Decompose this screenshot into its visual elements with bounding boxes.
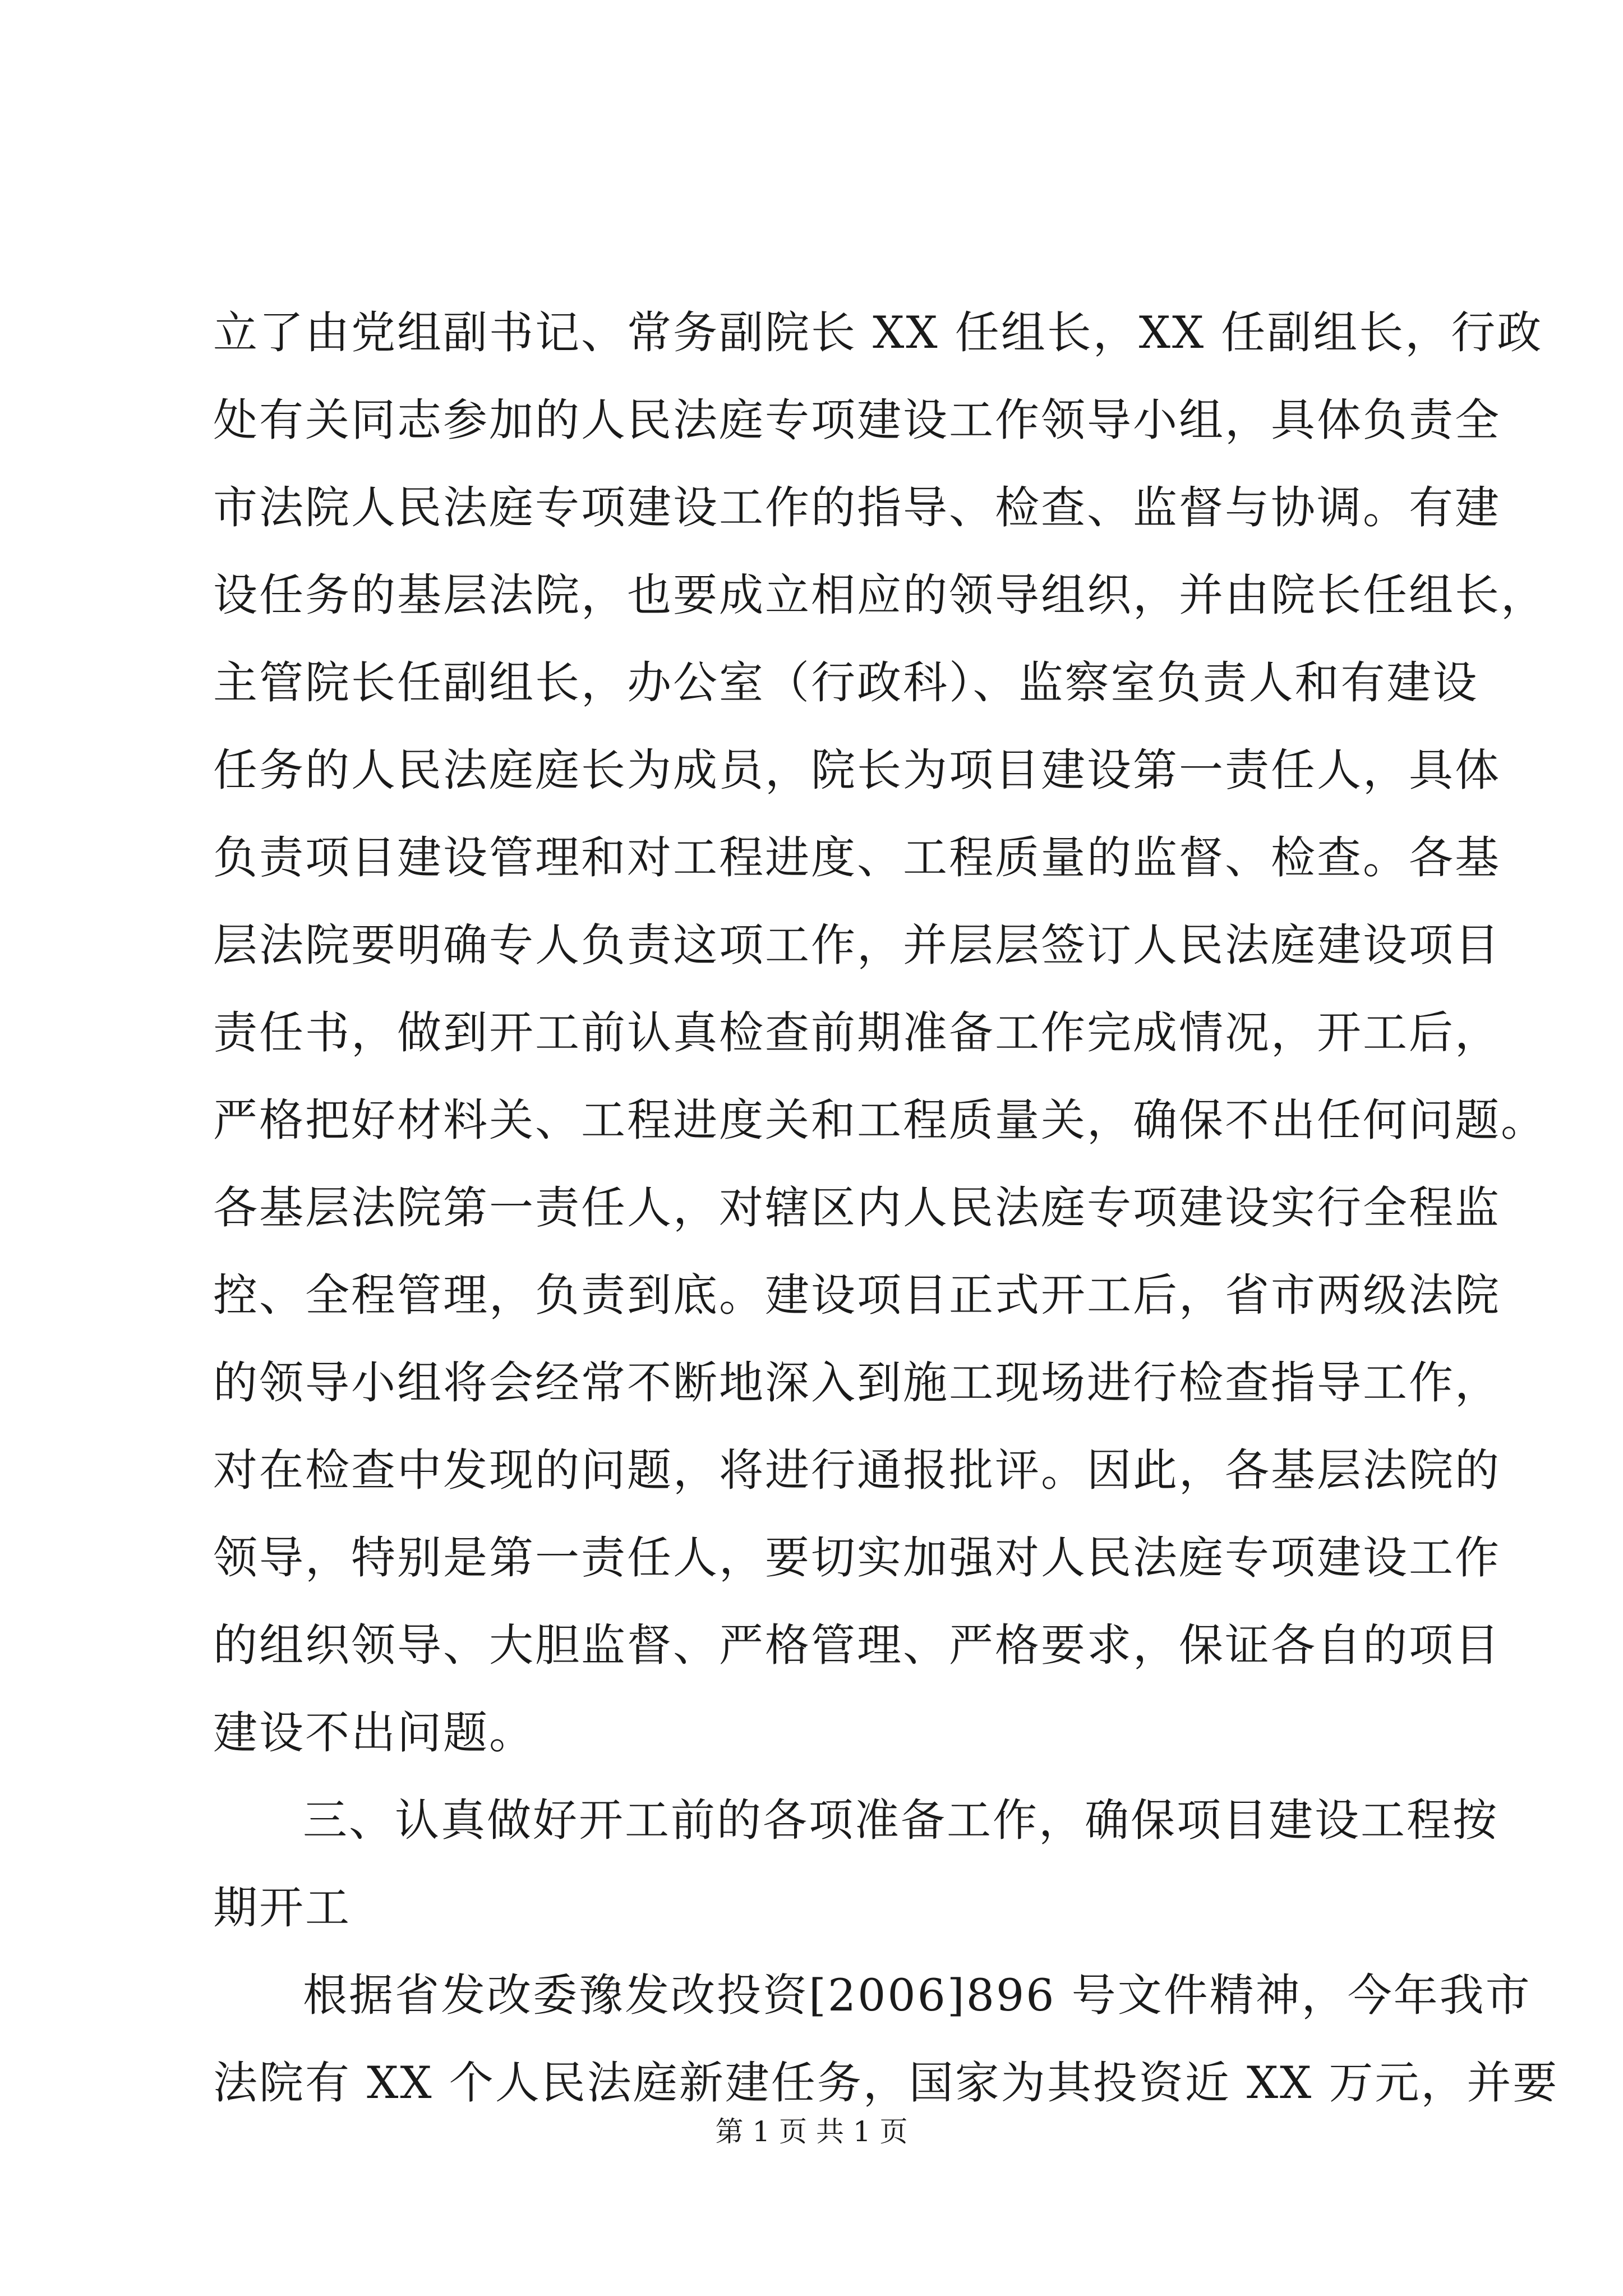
text-line: 根据省发改委豫发改投资[2006]896 号文件精神，今年我市 — [303, 1970, 1532, 2021]
section-heading-3 — [213, 1777, 1498, 1952]
text-line: 领导，特别是第一责任人，要切实加强对人民法庭专项建设工作 — [213, 1532, 1501, 1584]
text-line: 设任务的基层法院，也要成立相应的领导组织，并由院长任组长， — [213, 569, 1547, 621]
text-line: 各基层法院第一责任人，对辖区内人民法庭专项建设实行全程监 — [213, 1182, 1501, 1234]
body-text — [213, 289, 1559, 2127]
text-line: 层法院要明确专人负责这项工作，并层层签订人民法庭建设项目 — [213, 919, 1501, 971]
heading-line: 期开工 — [213, 1882, 351, 1934]
text-line: 对在检查中发现的问题，将进行通报批评。因此，各基层法院的 — [213, 1444, 1501, 1496]
text-line: 处有关同志参加的人民法庭专项建设工作领导小组，具体负责全 — [213, 394, 1501, 446]
text-line: 法院有 XX 个人民法庭新建任务，国家为其投资近 XX 万元，并要 — [213, 2057, 1559, 2109]
text-line: 责任书，做到开工前认真检查前期准备工作完成情况，开工后， — [213, 1007, 1501, 1059]
heading-line: 三、认真做好开工前的各项准备工作，确保项目建设工程按 — [303, 1795, 1498, 1846]
paragraph-leadership-group — [213, 289, 1547, 1777]
text-line: 负责项目建设管理和对工程进度、工程质量的监督、检查。各基 — [213, 832, 1501, 884]
text-line: 市法院人民法庭专项建设工作的指导、检查、监督与协调。有建 — [213, 482, 1501, 533]
text-line: 立了由党组副书记、常务副院长 XX 任组长，XX 任副组长，行政 — [213, 307, 1543, 358]
text-line: 的组织领导、大胆监督、严格管理、严格要求，保证各自的项目 — [213, 1619, 1501, 1671]
text-line: 主管院长任副组长，办公室（行政科）、监察室负责人和有建设 — [213, 657, 1479, 708]
text-line: 严格把好材料关、工程进度关和工程质量关，确保不出任何问题。 — [213, 1094, 1547, 1146]
text-line: 控、全程管理，负责到底。建设项目正式开工后，省市两级法院 — [213, 1269, 1501, 1321]
page-number-footer: 第 1 页 共 1 页 — [715, 2115, 908, 2148]
paragraph-investment — [213, 1952, 1559, 2127]
text-line: 建设不出问题。 — [213, 1707, 535, 1759]
text-line: 任务的人民法庭庭长为成员，院长为项目建设第一责任人，具体 — [213, 744, 1501, 796]
text-line: 的领导小组将会经常不断地深入到施工现场进行检查指导工作， — [213, 1357, 1501, 1409]
